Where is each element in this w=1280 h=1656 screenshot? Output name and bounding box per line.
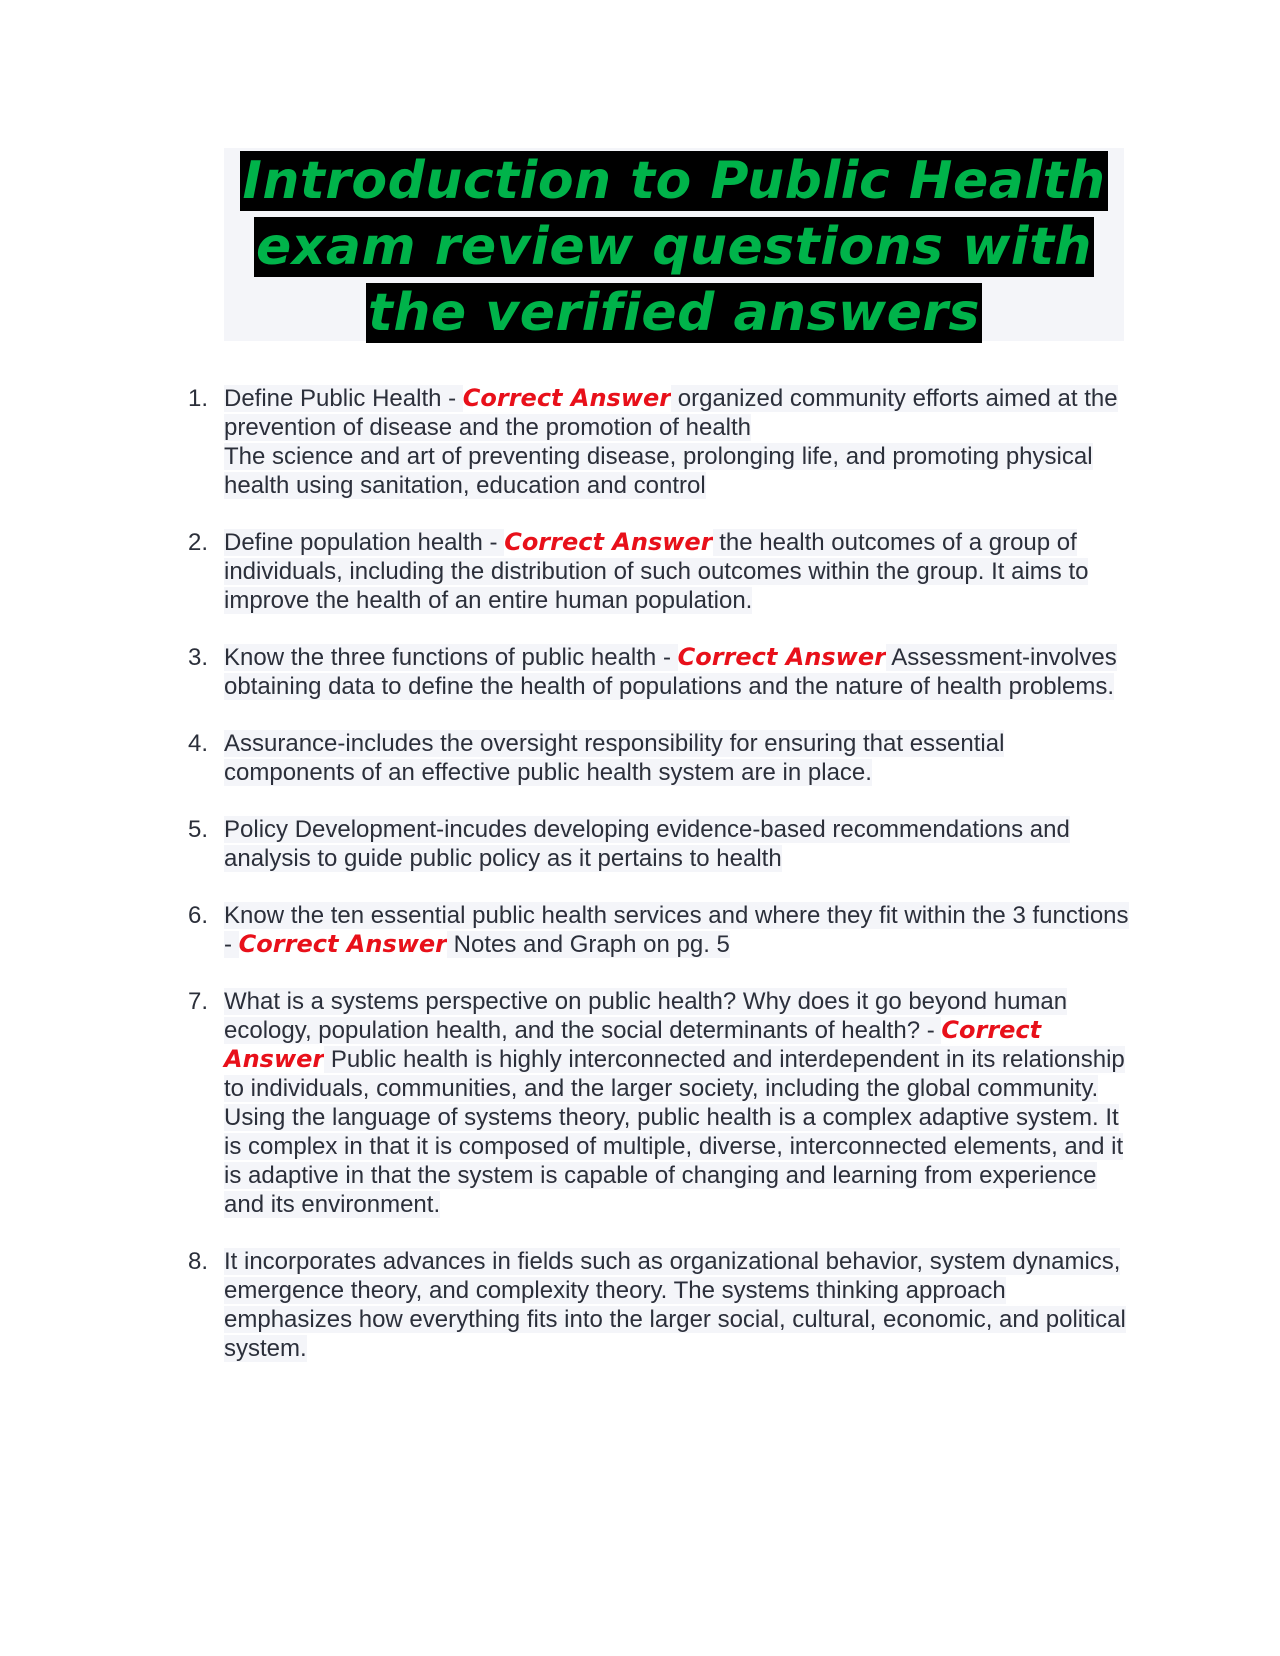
item-text: It incorporates advances in fields such as organizational behavior, system dynamics, emergence theory, and complexity theory. The systems thinking approach emphasizes how everything fits into the larger social, cultural, economic, and political system. (224, 1248, 1126, 1362)
item-number: 8. (188, 1248, 209, 1275)
answer-text: organized community efforts aimed at the prevention of disease and the promotion of health (224, 385, 1118, 441)
question-text: What is a systems perspective on public health? Why does it go beyond human ecology, population health, and the social determinants of health? - (224, 988, 1068, 1044)
item-text: Policy Development-incudes developing evidence-based recommendations and analysis to guide public policy as it pertains to health (224, 816, 1070, 872)
answer-text: Public health is highly interconnected and interdependent in its relationship to individuals, communities, and the larger society, including the global community. Using the language of systems theory, public health is a complex adaptive system. It is complex in that it is composed of multiple, diverse, interconnected elements, and it is adaptive in that the system is capable of changing and learning from experience and its environment. (224, 1046, 1125, 1218)
question-text: Define Public Health - (224, 385, 463, 412)
answer-text: The science and art of preventing disease, prolonging life, and promoting physical health using sanitation, education and control (224, 443, 1093, 499)
answer-text: Assessment-involves obtaining data to define the health of populations and the nature of health problems. (224, 644, 1117, 700)
document-title (224, 148, 1124, 341)
answer-text: Notes and Graph on pg. 5 (447, 931, 730, 958)
item-number: 4. (188, 730, 209, 757)
list-item (180, 901, 1130, 959)
list-item (180, 643, 1130, 701)
item-number: 2. (188, 529, 209, 556)
answer-label: Correct Answer (504, 528, 713, 556)
answer-label: Correct Answer (238, 930, 448, 958)
list-item (180, 384, 1130, 500)
item-number: 5. (188, 816, 209, 843)
question-list (180, 384, 1130, 1391)
question-text: Know the three functions of public health - (224, 644, 678, 671)
title-line-3: the verified answers (368, 283, 980, 343)
item-number: 7. (188, 988, 209, 1015)
answer-label: Correct Answer (224, 1016, 1042, 1073)
answer-text: the health outcomes of a group of individuals, including the distribution of such outcomes within the group. It aims to improve the health of an entire human population. (224, 529, 1089, 614)
item-number: 3. (188, 644, 209, 671)
title-line-2: exam review questions with (256, 217, 1092, 277)
item-text: Assurance-includes the oversight responsibility for ensuring that essential components of an effective public health system are in place. (224, 730, 1005, 786)
list-item (180, 729, 1130, 787)
answer-label: Correct Answer (462, 384, 672, 412)
title-line-1: Introduction to Public Health (242, 151, 1106, 211)
list-item (180, 528, 1130, 615)
list-item (180, 987, 1130, 1219)
question-text: Know the ten essential public health services and where they fit within the 3 functions - (224, 902, 1129, 958)
list-item (180, 1247, 1130, 1363)
question-text: Define population health - (224, 529, 505, 556)
item-number: 1. (188, 385, 209, 412)
list-item (180, 815, 1130, 873)
answer-label: Correct Answer (677, 643, 886, 671)
item-number: 6. (188, 902, 209, 929)
